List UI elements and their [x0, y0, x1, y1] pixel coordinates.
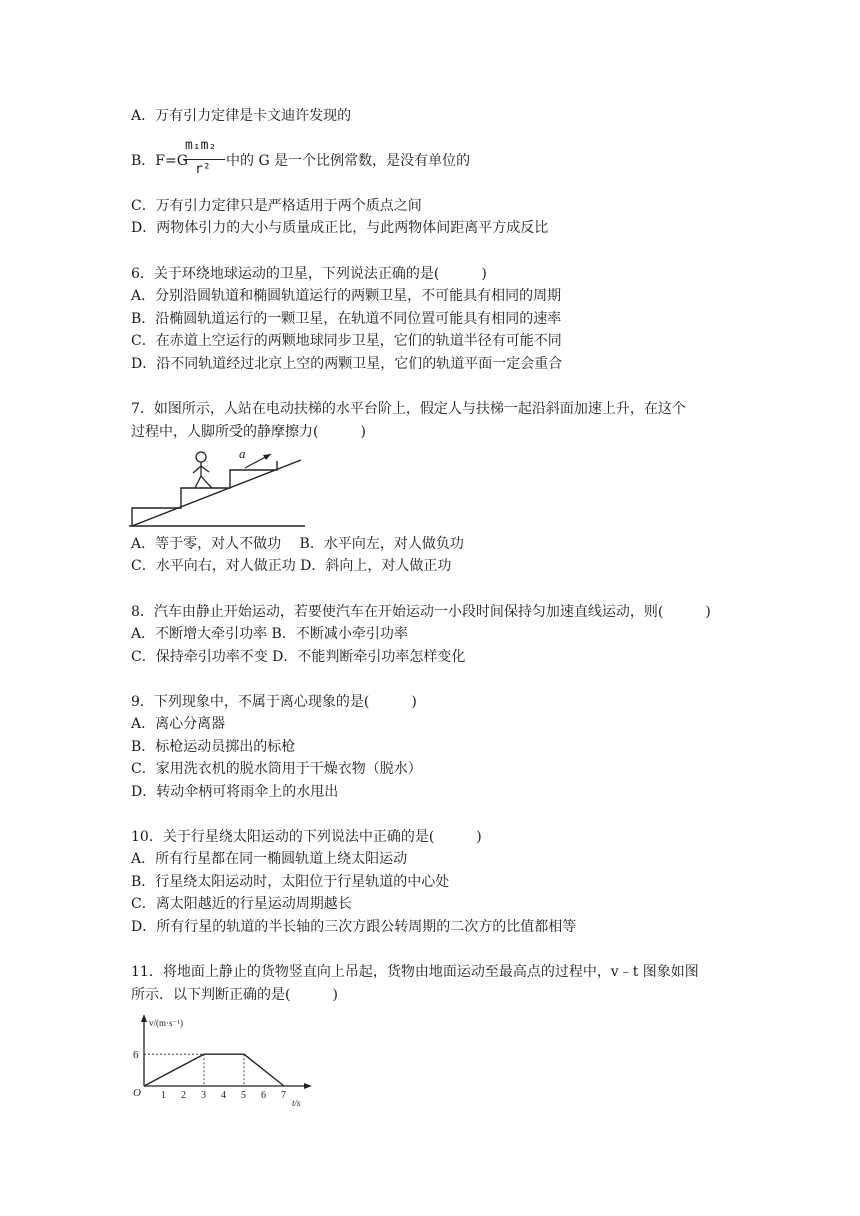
- x-tick-label: 6: [261, 1090, 266, 1101]
- origin-label: O: [133, 1087, 141, 1099]
- q10-option-a: A．所有行星都在同一椭圆轨道上绕太阳运动: [131, 851, 408, 867]
- x-axis-label: t/s: [292, 1098, 301, 1108]
- q5-option-b-prefix: B．F=G: [131, 153, 188, 169]
- x-tick-label: 2: [181, 1090, 186, 1101]
- q9-option-b: B．标枪运动员掷出的标枪: [131, 739, 296, 755]
- q5-option-b: [131, 138, 631, 188]
- q7-options-row1: A．等于零，对人不做功 B．水平向左，对人做负功: [131, 536, 464, 552]
- q5-option-a: A．万有引力定律是卡文迪许发现的: [131, 108, 352, 124]
- x-axis-arrow-icon: [304, 1083, 312, 1089]
- q5-option-d: D．两物体引力的大小与质量成正比，与此两物体间距离平方成反比: [131, 220, 549, 236]
- q5-option-b-suffix: 中的 G 是一个比例常数，是没有单位的: [226, 153, 471, 169]
- q7-stem-line2: 过程中，人脚所受的静摩擦力( ): [131, 424, 366, 440]
- x-tick-label: 7: [281, 1090, 286, 1101]
- q10-option-b: B．行星绕太阳运动时，太阳位于行星轨道的中心处: [131, 874, 450, 890]
- q9-stem: 9．下列现象中，不属于离心现象的是( ): [131, 694, 417, 710]
- q9-option-a: A．离心分离器: [131, 716, 226, 732]
- escalator-figure: [129, 446, 309, 531]
- y-axis-label: v/(m·s⁻¹): [149, 1018, 183, 1028]
- velocity-series-line: [144, 1054, 284, 1086]
- q5-option-c: C．万有引力定律只是严格适用于两个质点之间: [131, 198, 422, 214]
- q11-stem-line1: 11．将地面上静止的货物竖直向上吊起，货物由地面运动至最高点的过程中，v﹣t 图象如图: [131, 964, 699, 980]
- q6-option-c: C．在赤道上空运行的两颗地球同步卫星，它们的轨道半径有可能不同: [131, 333, 562, 349]
- q7-options-row2: C．水平向右，对人做正功 D．斜向上，对人做正功: [131, 558, 452, 574]
- fraction-bar: [183, 159, 225, 160]
- y-tick-label: 6: [133, 1049, 139, 1062]
- q10-option-c: C．离太阳越近的行星运动周期越长: [131, 896, 352, 912]
- fraction-numerator: m₁m₂: [185, 138, 217, 153]
- q6-stem: 6．关于环绕地球运动的卫星，下列说法正确的是( ): [131, 266, 487, 282]
- q6-option-a: A．分别沿圆轨道和椭圆轨道运行的两颗卫星，不可能具有相同的周期: [131, 288, 562, 304]
- vt-graph: [130, 1012, 330, 1112]
- q6-option-d: D．沿不同轨道经过北京上空的两颗卫星，它们的轨道平面一定会重合: [131, 356, 563, 372]
- x-tick-label: 4: [221, 1090, 226, 1101]
- y-axis-arrow-icon: [141, 1014, 147, 1022]
- acceleration-arrow-icon: [245, 454, 271, 468]
- x-tick-label: 3: [201, 1090, 206, 1101]
- q9-option-c: C．家用洗衣机的脱水筒用于干燥衣物（脱水）: [131, 761, 422, 777]
- q10-option-d: D．所有行星的轨道的半长轴的三次方跟公转周期的二次方的比值都相等: [131, 919, 577, 935]
- q9-option-d: D．转动伞柄可将雨伞上的水甩出: [131, 784, 339, 800]
- q11-stem-line2: 所示．以下判断正确的是( ): [131, 987, 338, 1003]
- q8-stem: 8．汽车由静止开始运动，若要使汽车在开始运动一小段时间保持匀加速直线运动，则( ): [131, 604, 711, 620]
- acceleration-label: a: [239, 446, 246, 461]
- q10-stem: 10．关于行星绕太阳运动的下列说法中正确的是( ): [131, 829, 482, 845]
- q8-options-row1: A．不断增大牵引功率 B．不断减小牵引功率: [131, 626, 408, 642]
- x-tick-label: 5: [241, 1090, 246, 1101]
- q8-options-row2: C．保持牵引功率不变 D．不能判断牵引功率怎样变化: [131, 649, 466, 665]
- person-icon: [193, 452, 212, 488]
- fraction-denominator: r²: [195, 162, 211, 177]
- q7-stem-line1: 7．如图所示，人站在电动扶梯的水平台阶上，假定人与扶梯一起沿斜面加速上升，在这个: [131, 401, 686, 417]
- q6-option-b: B．沿椭圆轨道运行的一颗卫星，在轨道不同位置可能具有相同的速率: [131, 311, 562, 327]
- x-tick-label: 1: [161, 1090, 166, 1101]
